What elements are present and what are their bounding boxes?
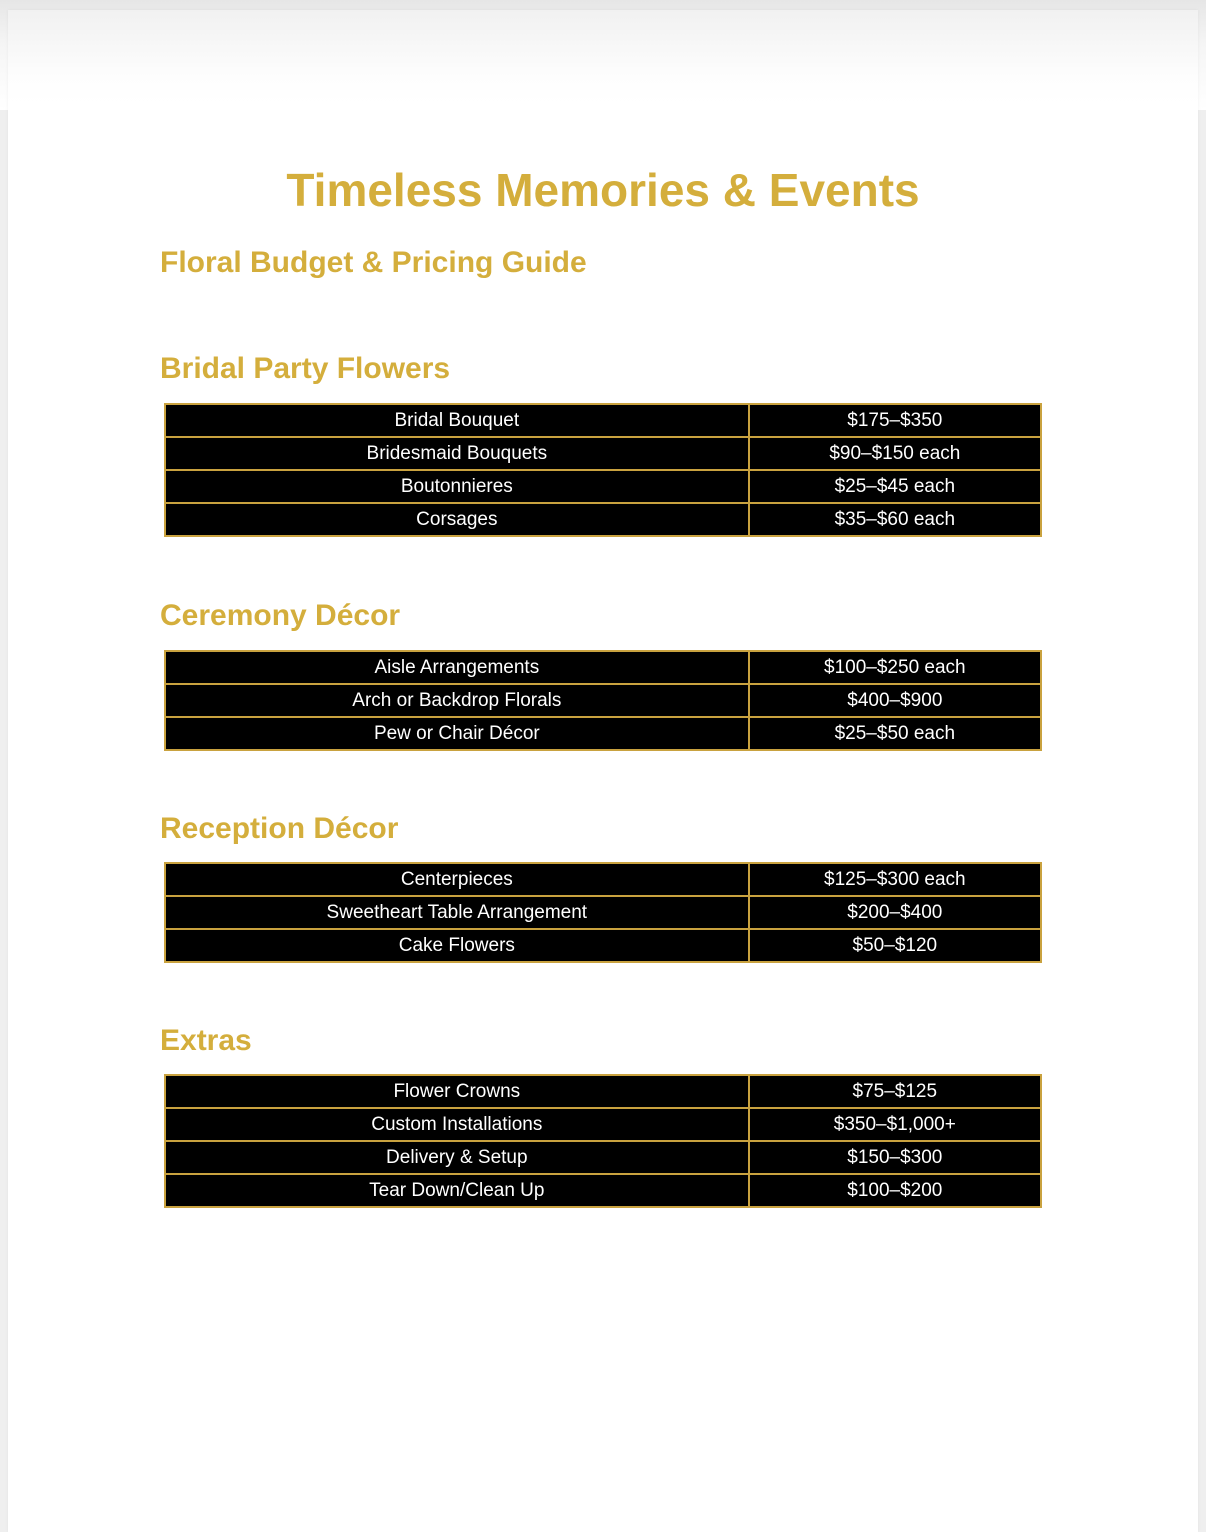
item-price: $75–$125 <box>749 1075 1041 1108</box>
item-name: Custom Installations <box>165 1108 749 1141</box>
document-title: Timeless Memories & Events <box>286 164 920 216</box>
page-shade <box>8 10 1198 105</box>
item-name: Delivery & Setup <box>165 1141 749 1174</box>
section-heading-ceremony-decor: Ceremony Décor <box>160 599 401 632</box>
item-name: Corsages <box>165 503 749 536</box>
table-row <box>165 1174 1041 1207</box>
section-heading-extras: Extras <box>160 1024 252 1057</box>
item-name: Tear Down/Clean Up <box>165 1174 749 1207</box>
item-price: $200–$400 <box>749 896 1041 929</box>
item-name: Cake Flowers <box>165 929 749 962</box>
section-heading-bridal-party-flowers: Bridal Party Flowers <box>160 352 451 385</box>
item-name: Centerpieces <box>165 863 749 896</box>
table-row <box>165 717 1041 750</box>
item-price: $50–$120 <box>749 929 1041 962</box>
item-price: $90–$150 each <box>749 437 1041 470</box>
table-row <box>165 503 1041 536</box>
table-row <box>165 651 1041 684</box>
price-table-reception-decor <box>164 862 1042 963</box>
section-heading-reception-decor: Reception Décor <box>160 812 399 845</box>
table-row <box>165 470 1041 503</box>
table-row <box>165 684 1041 717</box>
table-row <box>165 404 1041 437</box>
item-name: Sweetheart Table Arrangement <box>165 896 749 929</box>
item-name: Bridesmaid Bouquets <box>165 437 749 470</box>
document-page <box>8 10 1198 1532</box>
item-name: Boutonnieres <box>165 470 749 503</box>
item-price: $400–$900 <box>749 684 1041 717</box>
table-row <box>165 1075 1041 1108</box>
table-row <box>165 863 1041 896</box>
item-name: Pew or Chair Décor <box>165 717 749 750</box>
table-row <box>165 1141 1041 1174</box>
table-row <box>165 929 1041 962</box>
item-price: $35–$60 each <box>749 503 1041 536</box>
item-price: $125–$300 each <box>749 863 1041 896</box>
item-price: $25–$45 each <box>749 470 1041 503</box>
item-price: $350–$1,000+ <box>749 1108 1041 1141</box>
document-subtitle: Floral Budget & Pricing Guide <box>160 246 587 279</box>
item-price: $25–$50 each <box>749 717 1041 750</box>
item-name: Bridal Bouquet <box>165 404 749 437</box>
item-name: Arch or Backdrop Florals <box>165 684 749 717</box>
table-row <box>165 896 1041 929</box>
item-price: $100–$250 each <box>749 651 1041 684</box>
price-table-bridal-party-flowers <box>164 403 1042 537</box>
item-price: $175–$350 <box>749 404 1041 437</box>
price-table-extras <box>164 1074 1042 1208</box>
price-table-ceremony-decor <box>164 650 1042 751</box>
item-name: Flower Crowns <box>165 1075 749 1108</box>
item-price: $150–$300 <box>749 1141 1041 1174</box>
item-price: $100–$200 <box>749 1174 1041 1207</box>
table-row <box>165 1108 1041 1141</box>
item-name: Aisle Arrangements <box>165 651 749 684</box>
table-row <box>165 437 1041 470</box>
